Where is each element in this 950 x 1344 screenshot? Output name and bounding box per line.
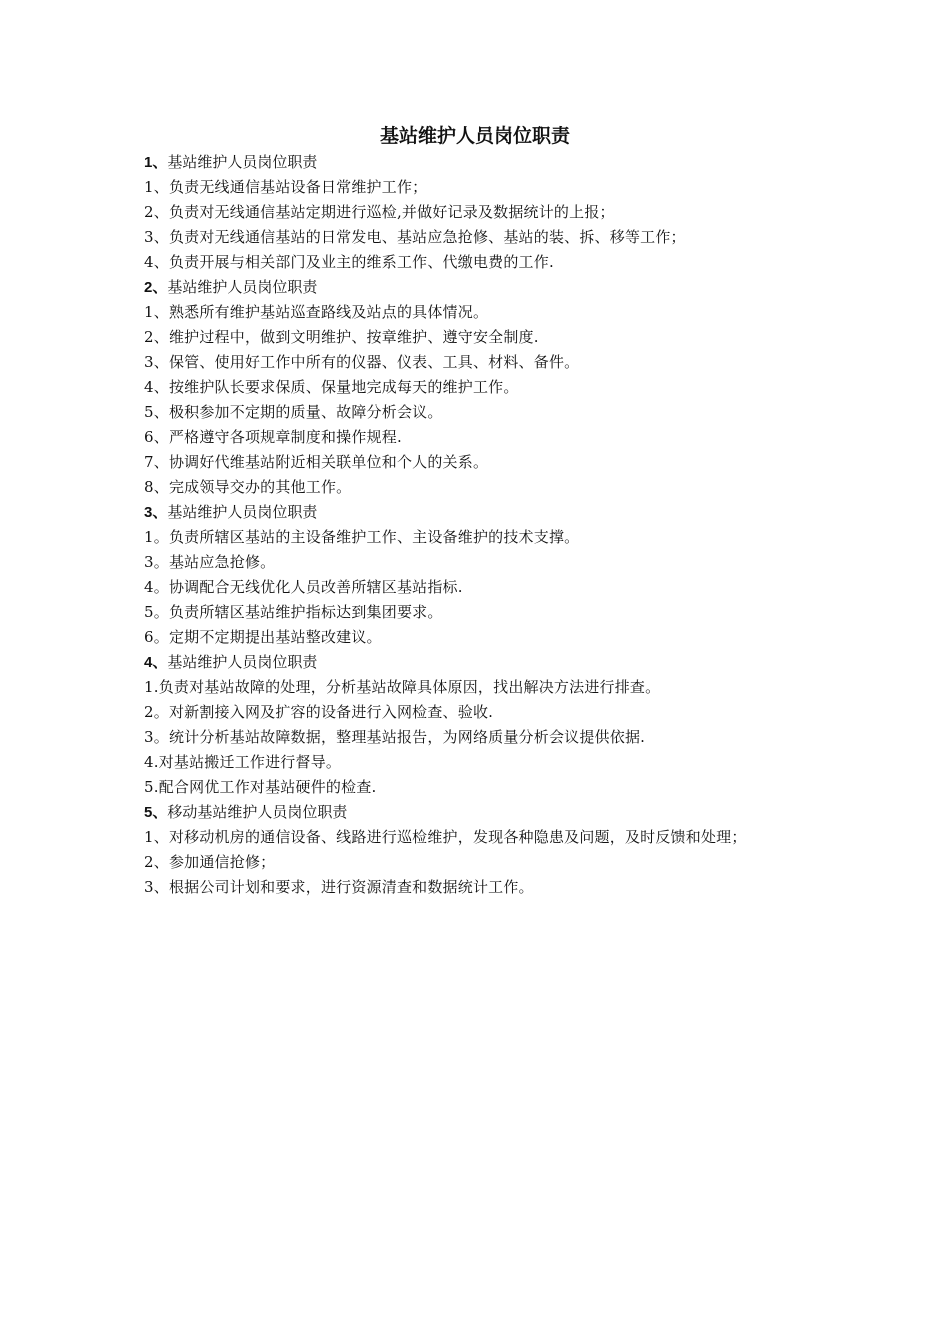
list-item: 1、对移动机房的通信设备、线路进行巡检维护，发现各种隐患及问题，及时反馈和处理； xyxy=(144,828,747,846)
list-item: 3、根据公司计划和要求，进行资源清查和数据统计工作。 xyxy=(144,878,534,896)
list-item: 4.对基站搬迁工作进行督导。 xyxy=(144,753,342,771)
list-item: 3。基站应急抢修。 xyxy=(144,553,276,571)
section-number: 4、 xyxy=(144,654,168,671)
section-1 xyxy=(144,150,810,275)
section-heading xyxy=(144,150,810,175)
list-item: 3、负责对无线通信基站的日常发电、基站应急抢修、基站的装、拆、移等工作； xyxy=(144,228,686,246)
section-3 xyxy=(144,500,810,650)
list-item: 2、参加通信抢修； xyxy=(144,853,276,871)
section-heading xyxy=(144,275,810,300)
section-number: 3、 xyxy=(144,504,168,521)
list-item: 1。负责所辖区基站的主设备维护工作、主设备维护的技术支撑。 xyxy=(144,528,580,546)
section-number: 2、 xyxy=(144,279,168,296)
section-number: 5、 xyxy=(144,804,168,821)
list-item: 1.负责对基站故障的处理，分析基站故障具体原因，找出解决方法进行排查。 xyxy=(144,678,661,696)
list-item: 3、保管、使用好工作中所有的仪器、仪表、工具、材料、备件。 xyxy=(144,353,580,371)
section-title: 基站维护人员岗位职责 xyxy=(167,278,318,296)
section-heading xyxy=(144,500,810,525)
list-item: 8、完成领导交办的其他工作。 xyxy=(144,478,352,496)
list-item: 6、严格遵守各项规章制度和操作规程. xyxy=(144,428,402,446)
list-item: 3。统计分析基站故障数据，整理基站报告，为网络质量分析会议提供依据. xyxy=(144,728,646,746)
section-title: 基站维护人员岗位职责 xyxy=(167,503,318,521)
section-heading xyxy=(144,650,810,675)
list-item: 4。协调配合无线优化人员改善所辖区基站指标. xyxy=(144,578,463,596)
list-item: 5.配合网优工作对基站硬件的检查. xyxy=(144,778,377,796)
document-body xyxy=(144,150,810,900)
list-item: 1、熟悉所有维护基站巡查路线及站点的具体情况。 xyxy=(144,303,489,321)
section-heading xyxy=(144,800,810,825)
document-title: 基站维护人员岗位职责 xyxy=(379,125,570,147)
list-item: 6。定期不定期提出基站整改建议。 xyxy=(144,628,382,646)
list-item: 4、负责开展与相关部门及业主的维系工作、代缴电费的工作. xyxy=(144,253,554,271)
list-item: 5。负责所辖区基站维护指标达到集团要求。 xyxy=(144,603,443,621)
list-item: 4、按维护队长要求保质、保量地完成每天的维护工作。 xyxy=(144,378,519,396)
list-item: 7、协调好代维基站附近相关联单位和个人的关系。 xyxy=(144,453,489,471)
section-title: 基站维护人员岗位职责 xyxy=(167,153,318,171)
section-4 xyxy=(144,650,810,800)
list-item: 1、负责无线通信基站设备日常维护工作； xyxy=(144,178,428,196)
list-item: 2、维护过程中，做到文明维护、按章维护、遵守安全制度. xyxy=(144,328,539,346)
list-item: 2、负责对无线通信基站定期进行巡检,并做好记录及数据统计的上报； xyxy=(144,203,615,221)
list-item: 5、极积参加不定期的质量、故障分析会议。 xyxy=(144,403,443,421)
section-2 xyxy=(144,275,810,500)
list-item: 2。对新割接入网及扩容的设备进行入网检查、验收. xyxy=(144,703,494,721)
section-5 xyxy=(144,800,810,900)
section-title: 移动基站维护人员岗位职责 xyxy=(167,803,348,821)
section-title: 基站维护人员岗位职责 xyxy=(167,653,318,671)
section-number: 1、 xyxy=(144,154,168,171)
